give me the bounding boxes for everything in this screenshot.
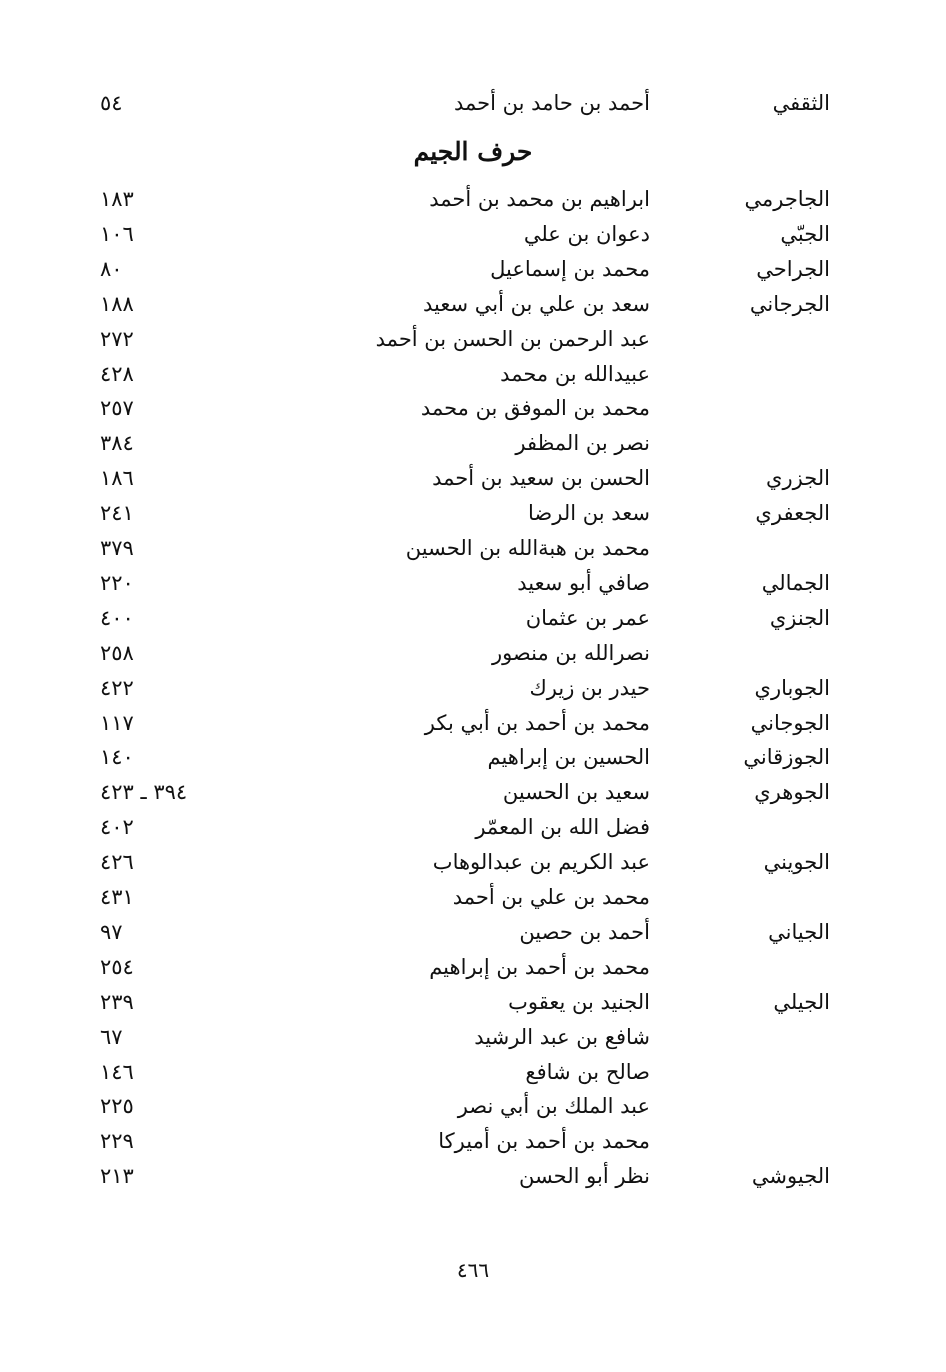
- page-reference: ٢١٣: [100, 1164, 134, 1188]
- page-reference: ١٨٨: [100, 292, 134, 316]
- person-name: حيدر بن زيرك: [529, 676, 650, 700]
- index-entry: [0, 1124, 946, 1158]
- index-entry: [0, 740, 946, 774]
- person-name: دعوان بن علي: [523, 222, 650, 246]
- page-reference: ٢٧٢: [100, 327, 134, 351]
- person-name: عبد الكريم بن عبدالوهاب: [432, 850, 650, 874]
- index-entry: [0, 1089, 946, 1123]
- nisba-label: الجياني: [768, 920, 830, 944]
- page-reference: ٣٨٤: [100, 431, 134, 455]
- nisba-label: الجراحي: [756, 257, 830, 281]
- page-reference: ٤٢٨: [100, 362, 134, 386]
- nisba-label: الجويني: [763, 850, 830, 874]
- page-reference: ٢٥٨: [100, 641, 134, 665]
- index-entry: [0, 496, 946, 530]
- nisba-label: الجمالي: [761, 571, 830, 595]
- nisba-label: [630, 322, 830, 356]
- person-name: سعد بن علي بن أبي سعيد: [422, 292, 650, 316]
- index-entry: [0, 880, 946, 914]
- person-name: صالح بن شافع: [525, 1060, 650, 1084]
- index-entry: [0, 985, 946, 1019]
- page-reference: ٤٠٢: [100, 815, 134, 839]
- person-name: محمد بن إسماعيل: [490, 257, 650, 281]
- index-entry: [0, 1159, 946, 1193]
- index-entry: [0, 182, 946, 216]
- nisba-label: الثقفي: [772, 91, 830, 115]
- nisba-label: [630, 810, 830, 844]
- page-reference: ٢٤١: [100, 501, 134, 525]
- person-name: محمد بن أحمد بن أبي بكر: [424, 711, 650, 735]
- page-reference: ٢٢٩: [100, 1129, 134, 1153]
- person-name: محمد بن علي بن أحمد: [452, 885, 650, 909]
- page-reference: ١٤٦: [100, 1060, 134, 1084]
- page-reference: ٤٢٦: [100, 850, 134, 874]
- nisba-label: [630, 531, 830, 565]
- nisba-label: الجيوشي: [751, 1164, 830, 1188]
- person-name: صافي أبو سعيد: [517, 571, 650, 595]
- page-reference: ٤٠٠: [100, 606, 134, 630]
- index-entry: [0, 426, 946, 460]
- person-name: عبيدالله بن محمد: [500, 362, 650, 386]
- page-reference: ٣٧٩: [100, 536, 134, 560]
- nisba-label: الجنزي: [769, 606, 830, 630]
- index-entry: [0, 775, 946, 809]
- nisba-label: [630, 1124, 830, 1158]
- index-entry: [0, 810, 946, 844]
- nisba-label: الجرجاني: [749, 292, 830, 316]
- index-entry: [0, 252, 946, 286]
- page-reference: ٩٧: [100, 920, 123, 944]
- person-name: محمد بن هبةالله بن الحسين: [405, 536, 650, 560]
- nisba-label: الجوباري: [754, 676, 830, 700]
- person-name: الجنيد بن يعقوب: [508, 990, 650, 1014]
- nisba-label: الجوهري: [754, 780, 830, 804]
- page-reference: ١٠٦: [100, 222, 134, 246]
- person-name: الحسين بن إبراهيم: [487, 745, 650, 769]
- page-reference: ٣٩٤ ـ ٤٢٣: [100, 780, 188, 804]
- person-name: أحمد بن حامد بن أحمد: [454, 91, 650, 115]
- section-title: حرف الجيم: [413, 137, 533, 166]
- index-entry: [0, 391, 946, 425]
- index-entry: [0, 1055, 946, 1089]
- person-name: نصرالله بن منصور: [491, 641, 650, 665]
- page-reference: ٢٢٥: [100, 1094, 134, 1118]
- page-reference: ٢٢٠: [100, 571, 134, 595]
- index-entry: [0, 357, 946, 391]
- nisba-label: الجوجاني: [750, 711, 830, 735]
- page-reference: ٢٥٧: [100, 396, 134, 420]
- nisba-label: [630, 426, 830, 460]
- nisba-label: الجبّي: [780, 222, 830, 246]
- index-entry: [0, 915, 946, 949]
- person-name: محمد بن الموفق بن محمد: [420, 396, 650, 420]
- person-name: عبد الرحمن بن الحسن بن أحمد: [375, 327, 650, 351]
- index-entry: [0, 950, 946, 984]
- nisba-label: الجعفري: [755, 501, 830, 525]
- nisba-label: [630, 391, 830, 425]
- page-reference: ٤٢٢: [100, 676, 134, 700]
- person-name: عمر بن عثمان: [525, 606, 650, 630]
- person-name: شافع بن عبد الرشيد: [474, 1025, 650, 1049]
- nisba-label: الجاجرمي: [744, 187, 830, 211]
- nisba-label: [630, 880, 830, 914]
- page-reference: ١٨٣: [100, 187, 134, 211]
- person-name: سعد بن الرضا: [528, 501, 650, 525]
- person-name: ابراهيم بن محمد بن أحمد: [429, 187, 650, 211]
- index-entry-header: [0, 86, 946, 120]
- nisba-label: [630, 1089, 830, 1123]
- person-name: نصر بن المظفر: [515, 431, 650, 455]
- page-reference: ١١٧: [100, 711, 134, 735]
- page-reference: ٨٠: [100, 257, 123, 281]
- index-entry: [0, 217, 946, 251]
- index-entry: [0, 845, 946, 879]
- page-reference: ٢٣٩: [100, 990, 134, 1014]
- page-reference: ٦٧: [100, 1025, 123, 1049]
- index-entry: [0, 287, 946, 321]
- index-entry: [0, 1020, 946, 1054]
- person-name: محمد بن أحمد بن إبراهيم: [429, 955, 650, 979]
- nisba-label: الجيلي: [773, 990, 830, 1014]
- nisba-label: [630, 1055, 830, 1089]
- index-entry: [0, 706, 946, 740]
- nisba-label: الجزري: [766, 466, 830, 490]
- page-reference: ١٨٦: [100, 466, 134, 490]
- index-entry: [0, 461, 946, 495]
- index-entry: [0, 636, 946, 670]
- nisba-label: الجوزقاني: [743, 745, 830, 769]
- page-reference: ٢٥٤: [100, 955, 134, 979]
- person-name: نظر أبو الحسن: [518, 1164, 650, 1188]
- nisba-label: [630, 1020, 830, 1054]
- page-number: ٤٦٦: [456, 1258, 490, 1282]
- person-name: فضل الله بن المعمّر: [475, 815, 650, 839]
- person-name: عبد الملك بن أبي نصر: [457, 1094, 650, 1118]
- index-entry: [0, 566, 946, 600]
- person-name: الحسن بن سعيد بن أحمد: [432, 466, 650, 490]
- page-reference: ٥٤: [100, 91, 123, 115]
- person-name: سعيد بن الحسين: [502, 780, 650, 804]
- index-entry: [0, 601, 946, 635]
- index-entry: [0, 671, 946, 705]
- index-entry: [0, 531, 946, 565]
- nisba-label: [630, 636, 830, 670]
- page-reference: ٤٣١: [100, 885, 134, 909]
- person-name: أحمد بن حصين: [519, 920, 650, 944]
- page-reference: ١٤٠: [100, 745, 134, 769]
- nisba-label: [630, 357, 830, 391]
- index-entry: [0, 322, 946, 356]
- person-name: محمد بن أحمد بن أميركا: [438, 1129, 650, 1153]
- nisba-label: [630, 950, 830, 984]
